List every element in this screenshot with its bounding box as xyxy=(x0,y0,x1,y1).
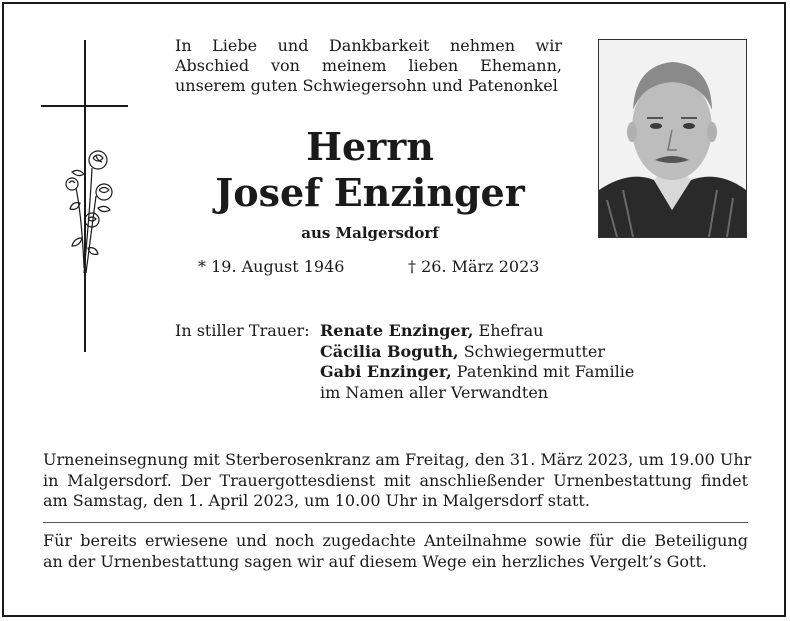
mourners-closing: im Namen aller Verwandten xyxy=(320,382,549,402)
mourner-entry xyxy=(320,342,634,363)
intro-text xyxy=(175,36,562,96)
mourner-relation: Patenkind mit Familie xyxy=(451,362,635,381)
intro-line: In Liebe und Dankbarkeit nehmen wir xyxy=(175,36,562,55)
birth-date: * 19. August 1946 xyxy=(198,257,345,276)
cross-icon-bar xyxy=(41,105,128,107)
intro-line: unserem guten Schwiegersohn und Patenonkel xyxy=(175,76,558,95)
thanks-line: an der Urnenbestattung sagen wir auf diesem Wege ein herzliches Vergelt’s Gott. xyxy=(43,551,707,571)
mourner-relation: Schwiegermutter xyxy=(458,341,606,361)
rose-icon xyxy=(62,148,122,278)
mourner-entry xyxy=(320,362,634,383)
service-line: Urneneinsegnung mit Sterberosenkranz am Freitag, den 31. März 2023, um 19.00 Uhr xyxy=(43,450,752,469)
mourner-name: Gabi Enzinger, xyxy=(320,362,452,381)
thanks-line: Für bereits erwiesene und noch zugedachte Anteilnahme sowie für die Beteiligung xyxy=(43,531,748,550)
mourner-name: Renate Enzinger, xyxy=(320,321,474,340)
mourner-name: Cäcilia Boguth, xyxy=(320,341,459,361)
mourners-label: In stiller Trauer: xyxy=(175,321,310,340)
death-date: † 26. März 2023 xyxy=(408,257,540,276)
mourner-relation: Ehefrau xyxy=(473,321,544,340)
mourners-list xyxy=(320,321,634,403)
service-line: in Malgersdorf. Der Trauergottesdienst mit anschließender Urnenbestattung findet xyxy=(43,470,748,490)
service-paragraph xyxy=(43,450,752,512)
salutation: Herrn xyxy=(306,124,434,169)
deceased-name: Josef Enzinger xyxy=(215,170,525,215)
thanks-paragraph xyxy=(43,531,748,572)
hometown: aus Malgersdorf xyxy=(301,224,439,242)
service-line: am Samstag, den 1. April 2023, um 10.00 Uhr in Malgersdorf statt. xyxy=(43,491,590,510)
divider xyxy=(43,522,748,523)
portrait-photo xyxy=(598,39,747,238)
mourner-entry xyxy=(320,321,634,342)
intro-line: Abschied von meinem lieben Ehemann, xyxy=(175,56,562,75)
